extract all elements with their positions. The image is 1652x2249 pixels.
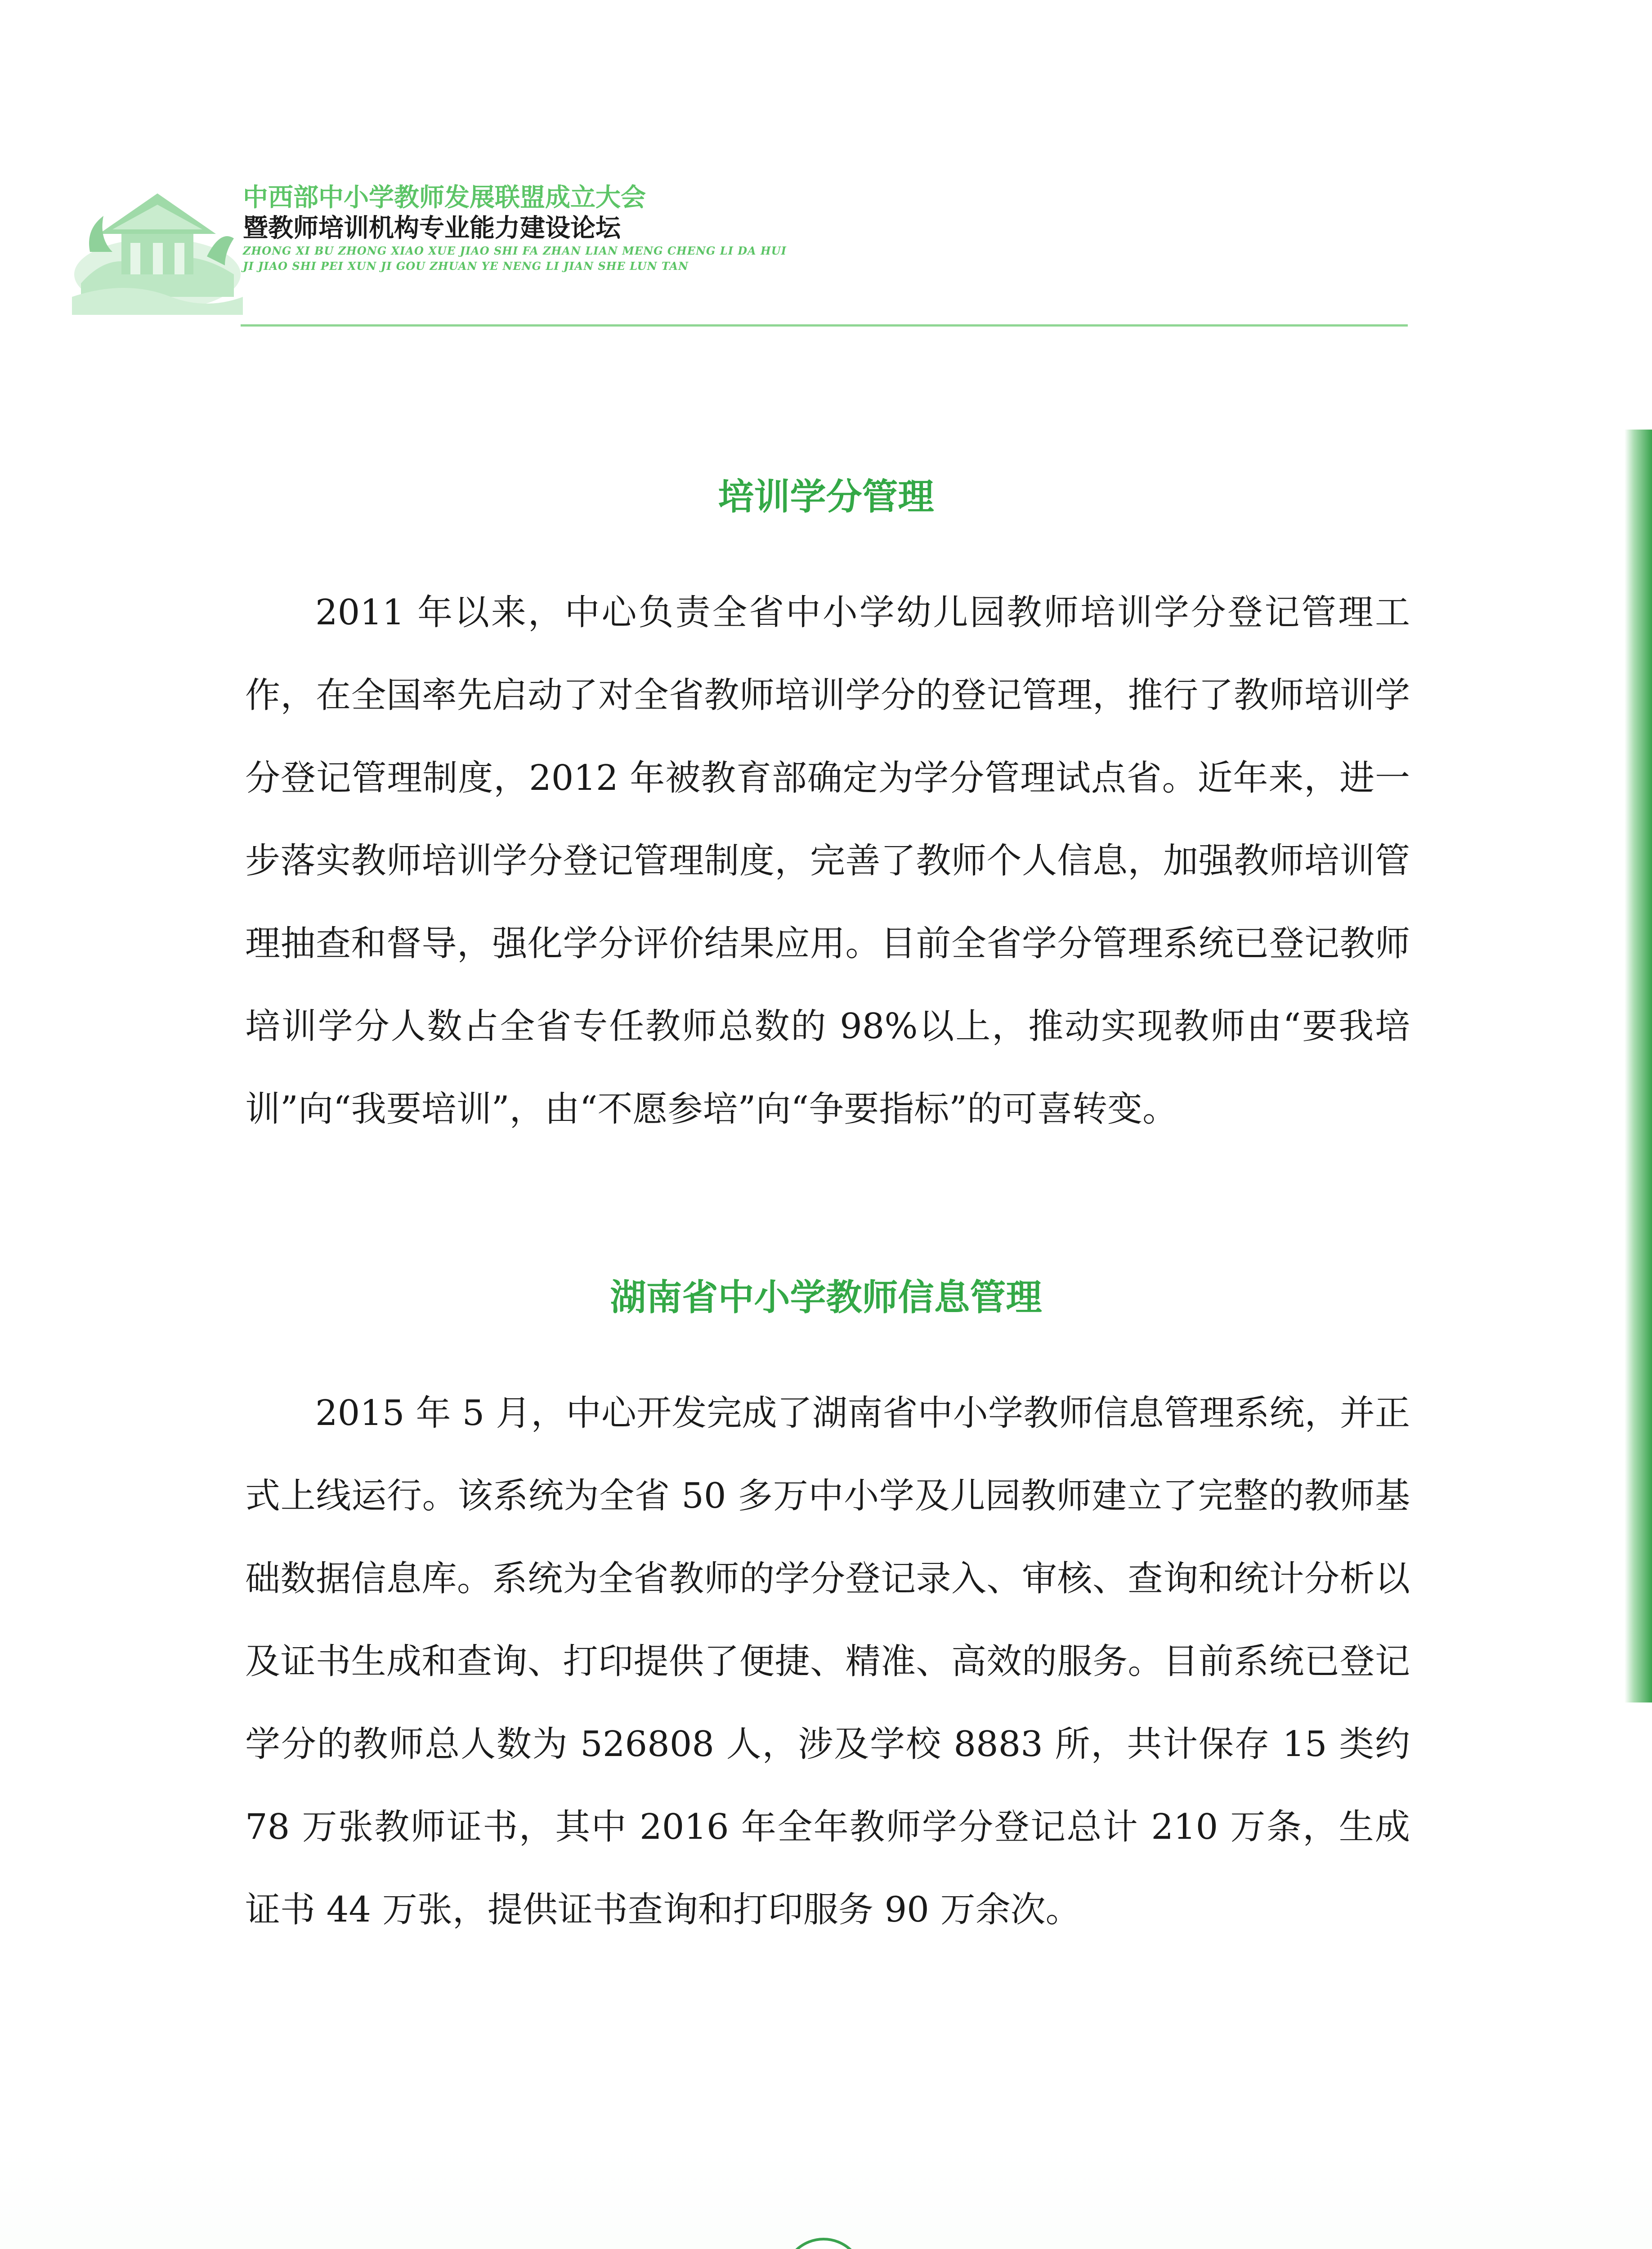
section-heading: 培训学分管理 — [718, 475, 934, 518]
section-heading: 湖南省中小学教师信息管理 — [610, 1276, 1042, 1318]
header-title-line2: 暨教师培训机构专业能力建设论坛 — [243, 213, 621, 243]
section-paragraph: 2011 年以来，中心负责全省中小学幼儿园教师培训学分登记管理工作，在全国率先启动了对全省教师培训学分的登记管理，推行了教师培训学分登记管理制度，2012 年被教育部确定为学分管理试点省。近年来，进一步落实教师培训学分登记管理制度，完善了教师个人信息，加强教师培训管理抽查和督导，强化学分评价结果应用。目前全省学分管理系统已登记教师培训学分人数占全省专任教师总数的 98%以上，推动实现教师由“要我培训”向“我要培训”，由“不愿参培”向“争要指标”的可喜转变。 — [245, 592, 1410, 1129]
header-title-line1: 中西部中小学教师发展联盟成立大会 — [243, 183, 646, 212]
header-pinyin-line2: JI JIAO SHI PEI XUN JI GOU ZHUAN YE NENG LI JIAN SHE LUN TAN — [243, 260, 689, 273]
footer-landscape-decoration — [0, 2114, 1652, 2249]
header-divider — [241, 324, 1408, 327]
pavilion-landscape-icon — [72, 162, 243, 315]
section-paragraph: 2015 年 5 月，中心开发完成了湖南省中小学教师信息管理系统，并正式上线运行。该系统为全省 50 多万中小学及儿园教师建立了完整的教师基础数据信息库。系统为全省教师的学分登记录入、审核、查询和统计分析以及证书生成和查询、打印提供了便捷、精准、高效的服务。目前系统已登记学分的教师总人数为 526808 人，涉及学校 8883 所，共计保存 15 类约 78 万张教师证书，其中 2016 年全年教师学分登记总计 210 万条，生成证书 44 万张，提供证书查询和打印服务 90 万余次。 — [245, 1393, 1410, 1930]
page-edge-strip — [1625, 430, 1652, 1702]
header-text-block — [243, 182, 787, 274]
header-pinyin-line1: ZHONG XI BU ZHONG XIAO XUE JIAO SHI FA ZHAN LIAN MENG CHENG LI DA HUI — [243, 244, 787, 257]
